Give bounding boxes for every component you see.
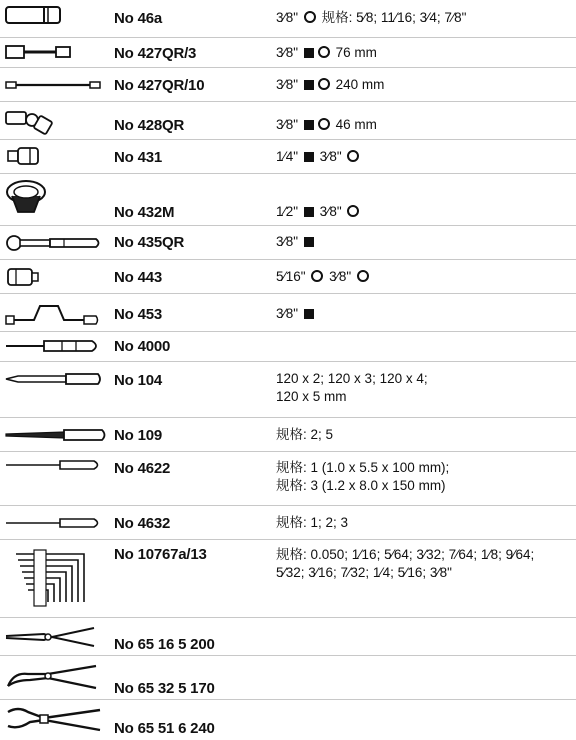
square-drive-icon: [304, 120, 314, 130]
square-drive-icon: [304, 80, 314, 90]
hex-ring-icon: [347, 150, 359, 162]
item-spec: [276, 370, 428, 406]
spec-line: 规格: 3 (1.2 x 8.0 x 150 mm): [276, 478, 446, 493]
catalog-row: [0, 102, 576, 140]
square-drive-icon: [304, 207, 314, 217]
socket-adapter-icon: [4, 266, 44, 288]
item-spec: 3⁄8": [276, 233, 316, 251]
item-code: No 65 51 6 240: [114, 720, 215, 737]
hex-ring-icon: [357, 270, 369, 282]
catalog-row: [0, 362, 576, 418]
square-drive-icon: [304, 48, 314, 58]
hex-ring-icon: [318, 118, 330, 130]
item-spec: 3⁄8" 240 mm: [276, 77, 385, 92]
catalog-row: [0, 540, 576, 618]
spec-line: 规格: 0.050; 1⁄16; 5⁄64; 3⁄32; 7⁄64; 1⁄8; 9⁄64;: [276, 547, 535, 562]
square-drive-icon: [304, 309, 314, 319]
catalog-row: [0, 506, 576, 540]
item-code: No 4622: [114, 460, 171, 477]
hex-ring-icon: [311, 270, 323, 282]
spec-line: 规格: 1 (1.0 x 5.5 x 100 mm);: [276, 460, 450, 475]
item-code: No 65 16 5 200: [114, 636, 215, 653]
catalog-row: [0, 418, 576, 452]
pin-punch-icon: [4, 428, 110, 442]
spec-line: 5⁄32; 3⁄16; 7⁄32; 1⁄4; 5⁄16; 3⁄8": [276, 565, 452, 580]
spec-line: 规格: 1; 2; 3: [276, 515, 349, 530]
catalog-row: [0, 332, 576, 362]
item-code: No 427QR/3: [114, 45, 197, 62]
item-spec: 1⁄4" 3⁄8": [276, 148, 361, 166]
item-code: No 4632: [114, 515, 171, 532]
item-spec: [276, 426, 333, 444]
speed-brace-icon: [4, 300, 100, 326]
item-spec: 3⁄8" 46 mm: [276, 117, 377, 132]
item-spec: 1⁄2" 3⁄8": [276, 203, 361, 221]
item-spec: [276, 514, 348, 532]
hex-ring-icon: [304, 11, 316, 23]
socket-icon: [4, 4, 64, 26]
extension-bar-icon: [4, 44, 74, 60]
catalog-row: [0, 38, 576, 68]
item-code: No 432M: [114, 204, 175, 221]
catalog-row: [0, 452, 576, 506]
item-code: No 46a: [114, 10, 162, 27]
catalog-row: [0, 260, 576, 294]
catalog-row: [0, 68, 576, 102]
item-code: No 104: [114, 372, 162, 389]
catalog-row: [0, 294, 576, 332]
spec-line: 120 x 5 mm: [276, 389, 347, 404]
universal-joint-icon: [4, 106, 54, 136]
catalog-row: [0, 618, 576, 656]
item-spec: 3⁄8" 规格: 5⁄8; 11⁄16; 3⁄4; 7⁄8": [276, 10, 467, 25]
item-spec: [276, 546, 534, 582]
spec-line: 规格: 2; 5: [276, 427, 334, 442]
square-drive-icon: [304, 237, 314, 247]
hex-key-set-icon: [4, 546, 104, 612]
screwdriver-slim-icon: [4, 516, 104, 530]
hex-ring-icon: [318, 46, 330, 58]
item-spec: 3⁄8" 76 mm: [276, 45, 377, 60]
reducer-adapter-icon: [4, 178, 48, 220]
spec-line: 120 x 2; 120 x 3; 120 x 4;: [276, 371, 428, 386]
item-spec: 5⁄16" 3⁄8": [276, 268, 371, 286]
ratchet-icon: [4, 234, 104, 252]
adapter-icon: [4, 146, 44, 166]
catalog-row: [0, 700, 576, 740]
catalog-row: [0, 0, 576, 38]
hex-ring-icon: [318, 78, 330, 90]
water-pump-pliers-icon: [4, 704, 108, 734]
catalog-row: [0, 226, 576, 260]
item-code: No 427QR/10: [114, 77, 205, 94]
screwdriver-slim-icon: [4, 458, 104, 472]
item-code: No 65 32 5 170: [114, 680, 215, 697]
long-extension-bar-icon: [4, 80, 104, 90]
item-code: No 435QR: [114, 234, 185, 251]
punch-icon: [4, 372, 104, 386]
pliers-icon: [4, 624, 108, 650]
item-code: No 428QR: [114, 117, 185, 134]
square-drive-icon: [304, 152, 314, 162]
item-code: No 443: [114, 269, 162, 286]
catalog-row: [0, 656, 576, 700]
item-code: No 109: [114, 427, 162, 444]
catalog-row: [0, 174, 576, 226]
item-spec: 3⁄8": [276, 305, 316, 323]
item-code: No 4000: [114, 338, 171, 355]
hex-ring-icon: [347, 205, 359, 217]
item-code: No 431: [114, 149, 162, 166]
screwdriver-icon: [4, 338, 104, 354]
item-code: No 10767a/13: [114, 546, 207, 563]
bent-nose-pliers-icon: [4, 662, 108, 692]
catalog-row: [0, 140, 576, 174]
item-code: No 453: [114, 306, 162, 323]
item-spec: [276, 459, 449, 495]
